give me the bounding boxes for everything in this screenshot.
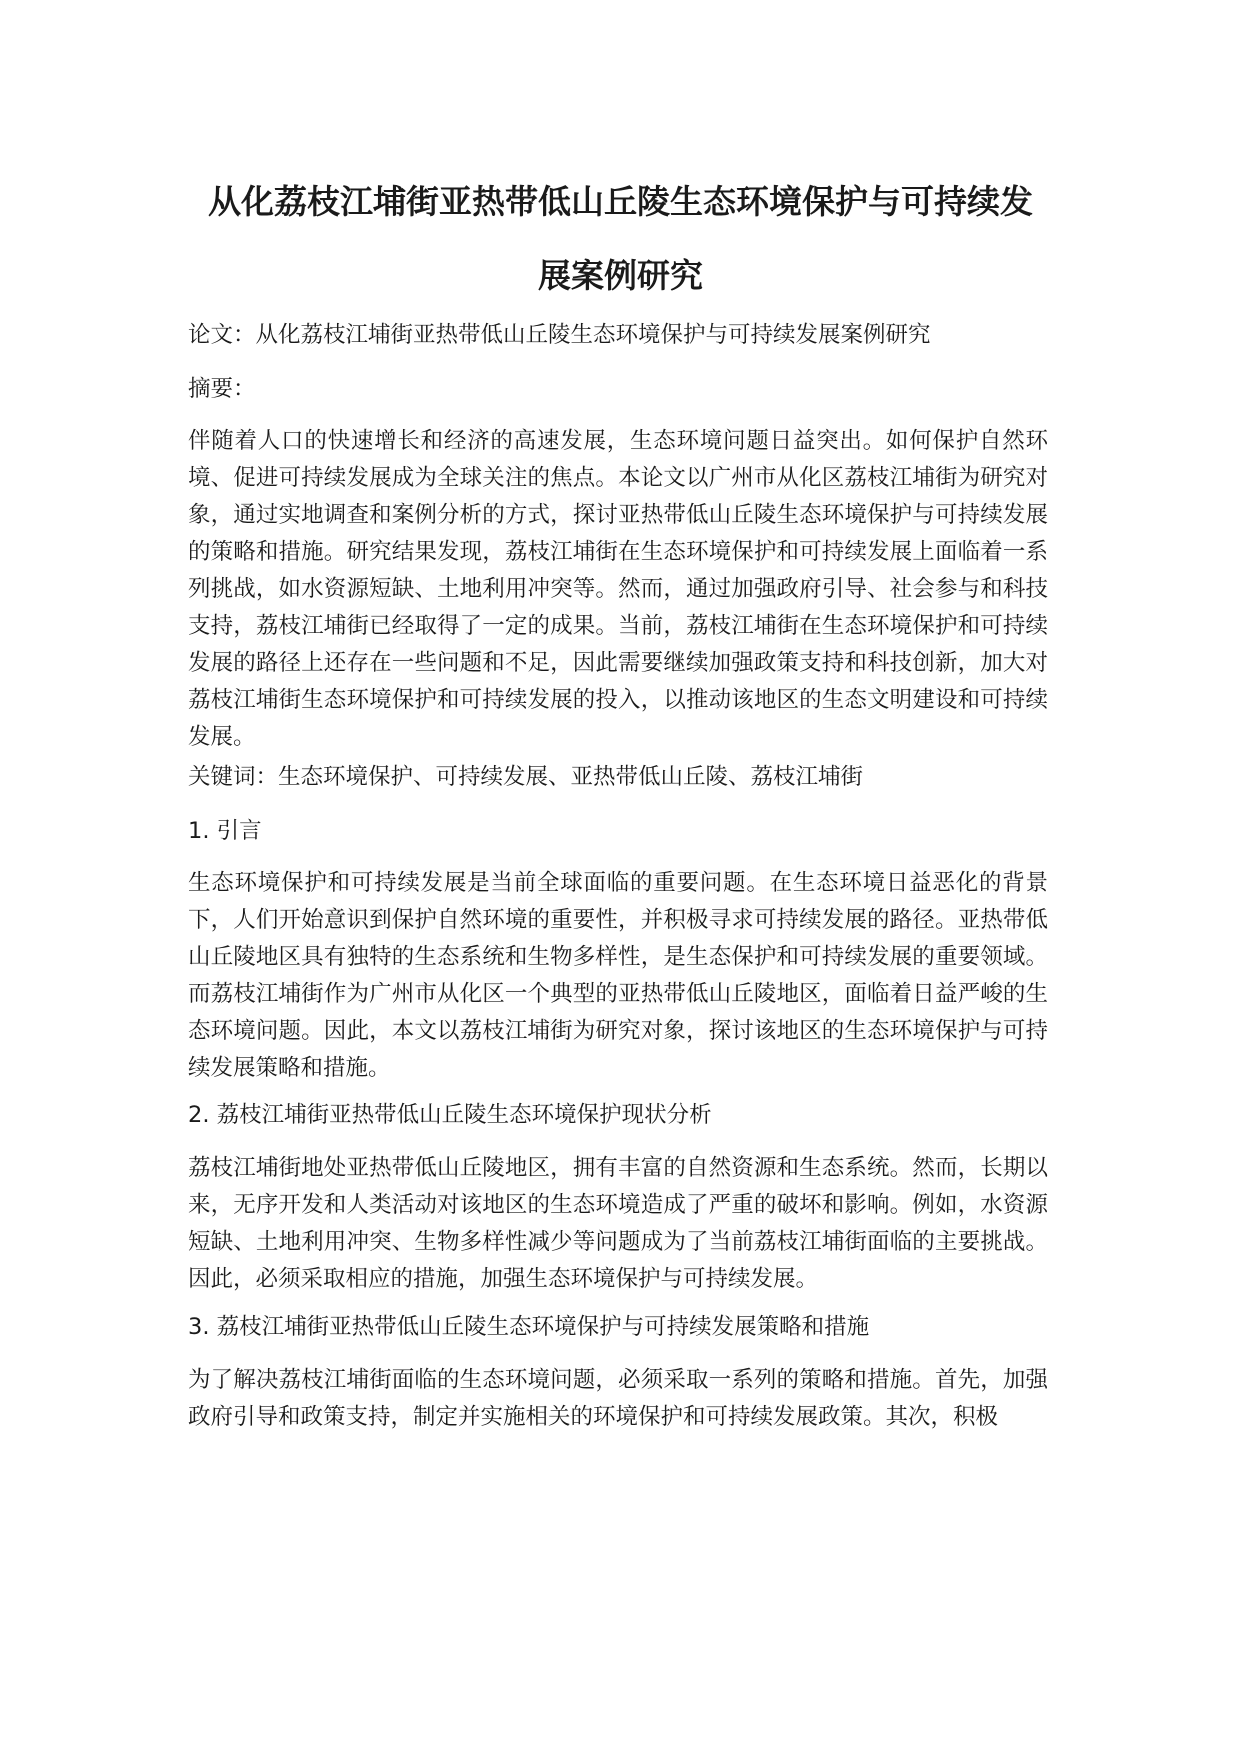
section-1-body: 生态环境保护和可持续发展是当前全球面临的重要问题。在生态环境日益恶化的背景下，人们开始意识到保护自然环境的重要性，并积极寻求可持续发展的路径。亚热带低山丘陵地区具有独特的生态系统和生物多样性，是生态保护和可持续发展的重要领域。而荔枝江埔街作为广州市从化区一个典型的亚热带低山丘陵地区，面临着日益严峻的生态环境问题。因此，本文以荔枝江埔街为研究对象，探讨该地区的生态环境保护与可持续发展策略和措施。: [188, 870, 1048, 1081]
paper-label: 论文：从化荔枝江埔街亚热带低山丘陵生态环境保护与可持续发展案例研究: [188, 322, 931, 348]
paper-title-line-1: 从化荔枝江埔街亚热带低山丘陵生态环境保护与可持续发: [208, 182, 1033, 221]
section-2-heading: 2. 荔枝江埔街亚热带低山丘陵生态环境保护现状分析: [188, 1102, 712, 1128]
section-1-heading: 1. 引言: [188, 818, 262, 844]
section-3-heading: 3. 荔枝江埔街亚热带低山丘陵生态环境保护与可持续发展策略和措施: [188, 1314, 870, 1340]
section-3-body: 为了解决荔枝江埔街面临的生态环境问题，必须采取一系列的策略和措施。首先，加强政府引导和政策支持，制定并实施相关的环境保护和可持续发展政策。其次，积极: [188, 1367, 1048, 1430]
section-2-body: 荔枝江埔街地处亚热带低山丘陵地区，拥有丰富的自然资源和生态系统。然而，长期以来，无序开发和人类活动对该地区的生态环境造成了严重的破坏和影响。例如，水资源短缺、土地利用冲突、生物多样性减少等问题成为了当前荔枝江埔街面临的主要挑战。因此，必须采取相应的措施，加强生态环境保护与可持续发展。: [188, 1155, 1048, 1292]
paper-title-line-2: 展案例研究: [538, 256, 703, 295]
keywords: 关键词：生态环境保护、可持续发展、亚热带低山丘陵、荔枝江埔街: [188, 764, 864, 790]
abstract-text: 伴随着人口的快速增长和经济的高速发展，生态环境问题日益突出。如何保护自然环境、促进可持续发展成为全球关注的焦点。本论文以广州市从化区荔枝江埔街为研究对象，通过实地调查和案例分析的方式，探讨亚热带低山丘陵生态环境保护与可持续发展的策略和措施。研究结果发现，荔枝江埔街在生态环境保护和可持续发展上面临着一系列挑战，如水资源短缺、土地利用冲突等。然而，通过加强政府引导、社会参与和科技支持，荔枝江埔街已经取得了一定的成果。当前，荔枝江埔街在生态环境保护和可持续发展的路径上还存在一些问题和不足，因此需要继续加强政策支持和科技创新，加大对荔枝江埔街生态环境保护和可持续发展的投入，以推动该地区的生态文明建设和可持续发展。: [188, 428, 1048, 750]
abstract-label: 摘要：: [188, 376, 256, 402]
